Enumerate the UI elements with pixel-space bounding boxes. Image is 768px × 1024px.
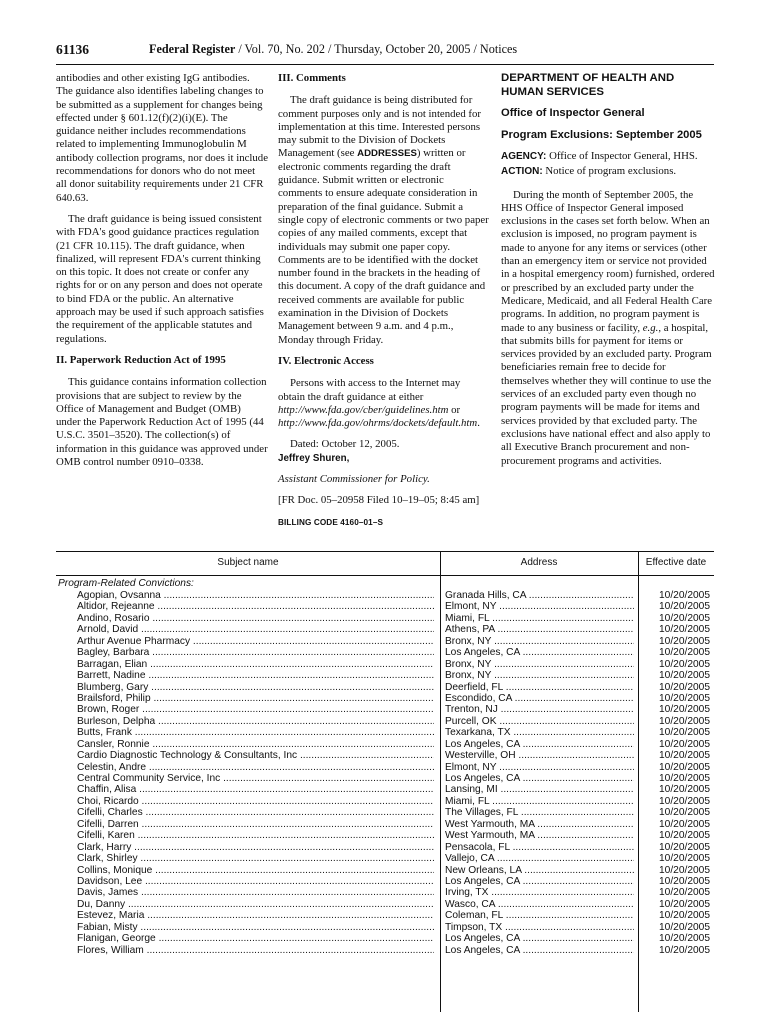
table-row [56,590,714,601]
table-row [56,727,714,738]
cell-effective-date: 10/20/2005 [659,727,710,739]
cell-effective-date: 10/20/2005 [659,692,710,704]
text-run: , a hospital, that submits bills for payment for items or services provided by an excluded party. Program beneficiaries remain free to decide for themselves whether they will continue to use the services of an excluded party even though no program payments will be made for items and services provided by that excluded party. The exclusions have national effect and also apply to all Executive Branch procurement and non-procurement programs and activities. [501,321,712,467]
text-run: ) written or electronic comments regarding the draft guidance. Submit written or electronic comments to ensure adequate consideration in preparation of the final guidance. Submit a single copy of electronic comments or two paper copies of any mailed comments, except that individuals may submit one paper copy. Comments are to be identified with the docket number found in the brackets in the heading of this document. A copy of the draft guidance and received comments are available for public examination in the Division of Dockets Management between 9 a.m. and 4 p.m., Monday through Friday. [278,147,489,346]
cell-address: Westerville, OH ..... [445,750,634,761]
cell-effective-date: 10/20/2005 [659,750,710,762]
cell-subject-name: Cifelli, Karen ..... [77,830,434,841]
link[interactable]: http://www.fda.gov/ohrms/dockets/default.htm [278,417,478,430]
cell-address: Lansing, MI ..... [445,784,634,795]
running-head [149,42,517,57]
text-run: . [477,417,480,430]
cell-effective-date: 10/20/2005 [659,590,710,601]
cell-subject-name: Cifelli, Charles ..... [77,807,434,818]
cell-subject-name: Estevez, Maria ..... [77,910,434,921]
table-row [56,910,714,921]
cell-subject-name: Barragan, Elian ..... [77,659,434,670]
cell-address: Miami, FL ..... [445,613,634,624]
column-3 [501,72,715,476]
cell-effective-date: 10/20/2005 [659,635,710,647]
table-row [56,762,714,773]
cell-subject-name: Andino, Rosario ..... [77,613,434,624]
cell-subject-name: Agopian, Ovsanna ..... [77,590,434,601]
cell-address: Bronx, NY ..... [445,670,634,681]
issue-info: / Vol. 70, No. 202 / Thursday, October 20, 2005 / Notices [235,42,518,56]
cell-effective-date: 10/20/2005 [659,681,710,693]
cell-effective-date: 10/20/2005 [659,944,710,956]
cell-address: Los Angeles, CA ..... [445,739,634,750]
cell-subject-name: Flores, William ..... [77,945,434,956]
cell-address: Coleman, FL ..... [445,910,634,921]
cross-reference: ADDRESSES [357,148,417,160]
cell-effective-date: 10/20/2005 [659,898,710,910]
cell-address: Purcell, OK ..... [445,716,634,727]
table-row [56,796,714,807]
table-row [56,624,714,635]
cell-address: Wasco, CA ..... [445,899,634,910]
table-header [56,552,714,576]
section-heading: II. Paperwork Reduction Act of 1995 [56,353,226,366]
cell-subject-name: Cardio Diagnostic Technology & Consultants, Inc ..... [77,750,434,761]
cell-effective-date: 10/20/2005 [659,830,710,842]
table-row [56,807,714,818]
table-row [56,945,714,956]
cell-address: Granada Hills, CA ..... [445,590,634,601]
cell-subject-name: Brailsford, Philip ..... [77,693,434,704]
table-row [56,819,714,830]
signer-title: Assistant Commissioner for Policy. [278,473,430,486]
cell-effective-date: 10/20/2005 [659,773,710,784]
cell-effective-date: 10/20/2005 [659,612,710,624]
cell-subject-name: Altidor, Rejeanne ..... [77,601,434,612]
table-row [56,613,714,624]
table-row [56,899,714,910]
cell-effective-date: 10/20/2005 [659,841,710,853]
cell-subject-name: Collins, Monique ..... [77,865,434,876]
cell-effective-date: 10/20/2005 [659,715,710,727]
cell-subject-name: Arthur Avenue Pharmacy ..... [77,636,434,647]
agency-value: Office of Inspector General, HHS. [546,150,698,162]
table-row [56,716,714,727]
text-run: The draft guidance is being distributed for comment purposes only and is not intended for implementation at this time. Interested persons may submit to the Division of Dockets Management (see [278,94,482,160]
cell-effective-date: 10/20/2005 [659,601,710,613]
cell-address: West Yarmouth, MA ..... [445,819,634,830]
cell-effective-date: 10/20/2005 [659,818,710,830]
paragraph: The draft guidance is being issued consistent with FDA's good guidance practices regulation (21 CFR 10.115). The draft guidance, when finalized, will represent FDA's current thinking on this topic. It does not create or confer any rights for or on any person and does not operate to bind FDA or the public. An alternative approach may be used if such approach satisfies the requirement of the applicable statutes and regulations. [56,212,264,345]
table-row [56,636,714,647]
cell-address: Los Angeles, CA ..... [445,773,634,784]
table-row [56,922,714,933]
cell-effective-date: 10/20/2005 [659,807,710,819]
table-row [56,865,714,876]
page-header [56,40,714,62]
cell-effective-date: 10/20/2005 [659,910,710,922]
cell-subject-name: Clark, Harry ..... [77,842,434,853]
text-run: or [448,403,461,416]
cell-subject-name: Davis, James ..... [77,887,434,898]
text-run: e.g. [642,321,659,334]
cell-address: Los Angeles, CA ..... [445,647,634,658]
paragraph: This guidance contains information collection provisions that are subject to review by the Office of Management and Budget (OMB) under the Paperwork Reduction Act of 1995 (44 U.S.C. 3501–3520). The collection(s) of information in this guidance was approved under OMB control number 0910–0338. [56,376,268,469]
section-heading: IV. Electronic Access [278,354,374,367]
table-row [56,876,714,887]
department-heading: DEPARTMENT OF HEALTH AND HUMAN SERVICES [501,72,675,98]
cell-effective-date: 10/20/2005 [659,761,710,773]
cell-subject-name: Burleson, Delpha ..... [77,716,434,727]
cell-effective-date: 10/20/2005 [659,704,710,716]
cell-address: West Yarmouth, MA ..... [445,830,634,841]
cell-address: Pensacola, FL ..... [445,842,634,853]
action-line [501,165,715,178]
cell-subject-name: Celestin, Andre ..... [77,762,434,773]
cell-subject-name: Chaffin, Alisa ..... [77,784,434,795]
cell-address: Irving, TX ..... [445,887,634,898]
table-row [56,830,714,841]
agency-label: AGENCY: [501,151,547,162]
cell-subject-name: Choi, Ricardo ..... [77,796,434,807]
table-row [56,887,714,898]
cell-effective-date: 10/20/2005 [659,658,710,670]
cell-address: Los Angeles, CA ..... [445,945,634,956]
cell-subject-name: Fabian, Misty ..... [77,922,434,933]
header-address: Address [520,557,558,568]
agency-line [501,150,715,163]
cell-subject-name: Bagley, Barbara ..... [77,647,434,658]
cell-address: Miami, FL ..... [445,796,634,807]
table-row [56,659,714,670]
cell-subject-name: Butts, Frank ..... [77,727,434,738]
cell-effective-date: 10/20/2005 [659,624,710,636]
cell-effective-date: 10/20/2005 [659,853,710,865]
page-number: 61136 [56,42,90,57]
cell-address: Texarkana, TX ..... [445,727,634,738]
cell-address: Bronx, NY ..... [445,659,634,670]
table-row [56,784,714,795]
journal-name: Federal Register [149,42,236,56]
cell-effective-date: 10/20/2005 [659,647,710,659]
cell-address: Athens, PA ..... [445,624,634,635]
table-row [56,704,714,715]
cell-subject-name: Barrett, Nadine ..... [77,670,434,681]
cell-address: New Orleans, LA ..... [445,865,634,876]
table-row [56,601,714,612]
cell-address: Escondido, CA ..... [445,693,634,704]
link[interactable]: http://www.fda.gov/cber/guidelines.htm [278,403,449,416]
cell-address: Vallejo, CA ..... [445,853,634,864]
cell-address: Deerfield, FL ..... [445,682,634,693]
column-2 [278,72,489,537]
cell-subject-name: Cifelli, Darren ..... [77,819,434,830]
cell-effective-date: 10/20/2005 [659,670,710,682]
cell-subject-name: Arnold, David ..... [77,624,434,635]
table-row [56,670,714,681]
cell-address: Bronx, NY ..... [445,636,634,647]
cell-address: Elmont, NY ..... [445,762,634,773]
table-row [56,682,714,693]
office-heading: Office of Inspector General [501,107,645,119]
cell-effective-date: 10/20/2005 [659,864,710,876]
action-value: Notice of program exclusions. [542,165,677,178]
cell-address: Los Angeles, CA ..... [445,876,634,887]
text-run: Persons with access to the Internet may obtain the draft guidance at either [278,377,461,403]
billing-code: BILLING CODE 4160–01–S [278,517,384,527]
header-subject-name: Subject name [217,557,279,568]
group-label: Program-Related Convictions: [58,578,194,589]
cell-effective-date: 10/20/2005 [659,933,710,945]
text-run: During the month of September 2005, the HHS Office of Inspector General imposed exclusions in the cases set forth below. When an exclusion is imposed, no program payment is made to anyone for any items or services (other than an emergency item or service not provided in a hospital emergency room) furnished, ordered or prescribed by an excluded party under the Medicare, Medicaid, and all Federal Health Care programs. In addition, no program payment is made to any business or facility, [501,188,715,334]
table-body [56,590,714,956]
table-row [56,773,714,784]
cell-effective-date: 10/20/2005 [659,875,710,887]
cell-subject-name: Du, Danny ..... [77,899,434,910]
paragraph [278,377,489,430]
dated-line: Dated: October 12, 2005. [290,438,400,451]
cell-subject-name: Davidson, Lee ..... [77,876,434,887]
table-row [56,647,714,658]
fr-doc-line: [FR Doc. 05–20958 Filed 10–19–05; 8:45 am] [278,494,480,507]
cell-subject-name: Cansler, Ronnie ..... [77,739,434,750]
table-row [56,842,714,853]
paragraph [278,94,489,347]
header-effective-date: Effective date [645,557,707,568]
table-row [56,693,714,704]
cell-subject-name: Blumberg, Gary ..... [77,682,434,693]
table-row [56,750,714,761]
cell-subject-name: Central Community Service, Inc ..... [77,773,434,784]
cell-address: Timpson, TX ..... [445,922,634,933]
cell-address: Los Angeles, CA ..... [445,933,634,944]
cell-effective-date: 10/20/2005 [659,921,710,933]
paragraph: antibodies and other existing IgG antibodies. The guidance also identifies labeling changes to be submitted as a supplement for changes being effected under § 601.12(f)(2)(i)(E). The guidance neither includes recommendations related to implementing Immunoglobulin M antibody collection programs, nor does it include recommendations for donors who do not meet all donor suitability requirements under 21 CFR 640.63. [56,72,268,204]
paragraph [501,189,715,468]
cell-subject-name: Brown, Roger ..... [77,704,434,715]
cell-effective-date: 10/20/2005 [659,738,710,750]
cell-address: The Villages, FL ..... [445,807,634,818]
header-rule [56,64,714,65]
section-heading: III. Comments [278,72,346,84]
cell-subject-name: Flanigan, George ..... [77,933,434,944]
signer-name: Jeffrey Shuren, [278,452,350,464]
notice-title: Program Exclusions: September 2005 [501,128,702,141]
cell-address: Elmont, NY ..... [445,601,634,612]
action-label: ACTION: [501,166,543,178]
cell-effective-date: 10/20/2005 [659,784,710,796]
cell-effective-date: 10/20/2005 [659,795,710,807]
table-row [56,739,714,750]
cell-address: Trenton, NJ ..... [445,704,634,715]
cell-effective-date: 10/20/2005 [659,887,710,899]
table-row [56,933,714,944]
column-1 [56,72,268,477]
cell-subject-name: Clark, Shirley ..... [77,853,434,864]
table-row [56,853,714,864]
